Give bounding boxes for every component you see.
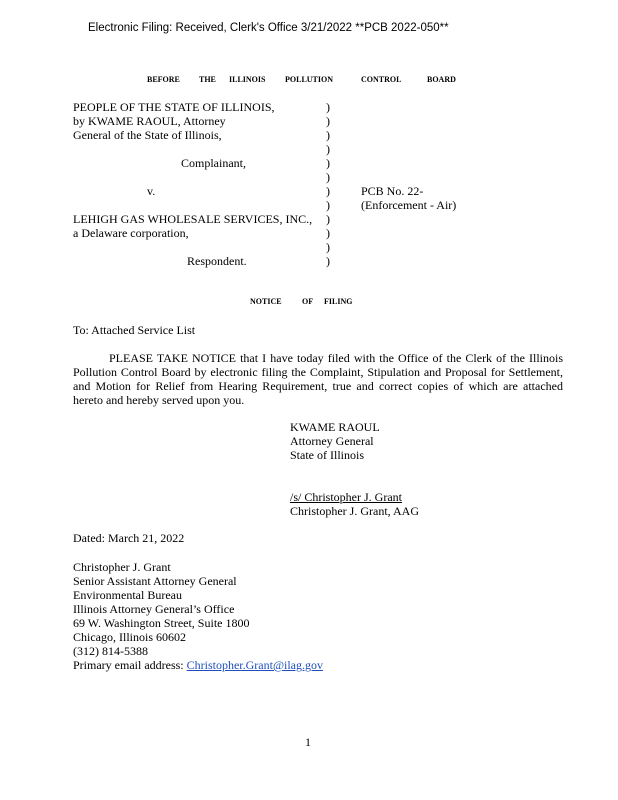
caption-paren: ) <box>326 170 330 184</box>
caption-paren: ) <box>326 226 330 240</box>
board-title-word: THE <box>199 75 216 84</box>
board-title-word: BEFORE <box>147 75 180 84</box>
notice-title-word: FILING <box>324 297 353 306</box>
contact-email-line <box>73 658 323 672</box>
dated-line: Dated: March 21, 2022 <box>73 531 185 545</box>
board-title-word: POLLUTION <box>285 75 334 84</box>
notice-body <box>73 351 563 407</box>
caption-paren: ) <box>326 142 330 156</box>
caption-paren: ) <box>326 212 330 226</box>
board-title-word: BOARD <box>427 75 456 84</box>
notice-title-word: OF <box>302 297 314 306</box>
board-title-word: CONTROL <box>361 75 402 84</box>
caption-paren: ) <box>326 100 330 114</box>
caption-paren: ) <box>326 198 330 212</box>
service-list-line: To: Attached Service List <box>73 323 196 337</box>
caption-paren: ) <box>326 114 330 128</box>
plaintiff-line: by KWAME RAOUL, Attorney <box>73 114 226 128</box>
electronic-signature: /s/ Christopher J. Grant <box>290 490 402 504</box>
contact-title: Senior Assistant Attorney General <box>73 574 237 588</box>
respondent-line: a Delaware corporation, <box>73 226 189 240</box>
case-type: (Enforcement - Air) <box>361 198 457 212</box>
contact-city: Chicago, Illinois 60602 <box>73 630 186 644</box>
contact-street: 69 W. Washington Street, Suite 1800 <box>73 616 250 630</box>
notice-title-word: NOTICE <box>250 297 282 306</box>
contact-name: Christopher J. Grant <box>73 560 171 574</box>
plaintiff-line: General of the State of Illinois, <box>73 128 222 142</box>
page-number: 1 <box>305 735 311 749</box>
board-title-word: ILLINOIS <box>229 75 266 84</box>
filing-stamp: Electronic Filing: Received, Clerk's Office 3/21/2022 **PCB 2022-050** <box>88 22 449 34</box>
email-link[interactable]: Christopher.Grant@ilag.gov <box>186 658 324 672</box>
caption-paren: ) <box>326 184 330 198</box>
contact-office: Illinois Attorney General’s Office <box>73 602 235 616</box>
respondent-line: LEHIGH GAS WHOLESALE SERVICES, INC., <box>73 212 313 226</box>
respondent-label: Respondent. <box>187 254 247 268</box>
email-label: Primary email address: <box>73 658 184 672</box>
signer-name: Christopher J. Grant, AAG <box>290 504 419 518</box>
versus-label: v. <box>147 184 156 198</box>
plaintiff-line: PEOPLE OF THE STATE OF ILLINOIS, <box>73 100 275 114</box>
caption-paren: ) <box>326 240 330 254</box>
ag-name: KWAME RAOUL <box>290 420 380 434</box>
contact-phone: (312) 814-5388 <box>73 644 148 658</box>
caption-paren: ) <box>326 156 330 170</box>
ag-title: Attorney General <box>290 434 374 448</box>
notice-title <box>250 297 364 306</box>
notice-body-text: PLEASE TAKE NOTICE that I have today filed with the Office of the Clerk of the Illinois Pollution Control Board by electronic filing the Complaint, Stipulation and Proposal for Settlement, and Motion for Relief from Hearing Requirement, true and correct copies of which are attached hereto and hereby served upon you. <box>73 351 563 407</box>
complainant-label: Complainant, <box>181 156 246 170</box>
caption-paren: ) <box>326 254 330 268</box>
contact-bureau: Environmental Bureau <box>73 588 182 602</box>
caption-paren: ) <box>326 128 330 142</box>
case-number: PCB No. 22- <box>361 184 424 198</box>
ag-state: State of Illinois <box>290 448 364 462</box>
